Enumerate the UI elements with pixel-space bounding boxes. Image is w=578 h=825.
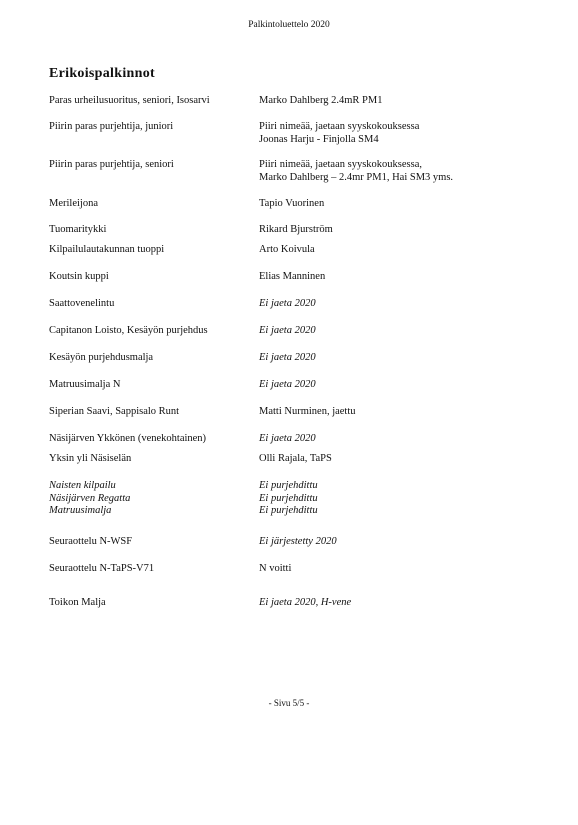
award-name bbox=[49, 95, 254, 108]
award-name-line: Paras urheilusuoritus, seniori, Isosarvi bbox=[49, 95, 210, 106]
award-winner bbox=[259, 325, 549, 338]
award-winner-line: Ei purjehdittu bbox=[259, 480, 318, 491]
award-name bbox=[49, 379, 254, 392]
award-winner-line: Ei jaeta 2020 bbox=[259, 433, 316, 444]
award-name-line: Matruusimalja bbox=[49, 505, 112, 516]
award-name bbox=[49, 325, 254, 338]
award-winner-line: Ei jaeta 2020 bbox=[259, 298, 316, 309]
award-name-line: Kilpailulautakunnan tuoppi bbox=[49, 244, 165, 255]
award-winner bbox=[259, 244, 549, 257]
award-winner-line: Marko Dahlberg – 2.4mr PM1, Hai SM3 yms. bbox=[259, 171, 454, 183]
award-name-line: Merileijona bbox=[49, 198, 98, 209]
page-number: - Sivu 5/5 - bbox=[268, 698, 310, 708]
award-name-line: Siperian Saavi, Sappisalo Runt bbox=[49, 406, 180, 417]
award-winner bbox=[259, 453, 549, 466]
award-winner-line: Ei järjestetty 2020 bbox=[259, 536, 337, 547]
award-winner-line: Marko Dahlberg 2.4mR PM1 bbox=[259, 95, 383, 106]
award-name-line: Seuraottelu N-TaPS-V71 bbox=[49, 563, 155, 574]
award-winner-line: Olli Rajala, TaPS bbox=[259, 453, 332, 464]
award-winner-line: Piiri nimeää, jaetaan syyskokouksessa, bbox=[259, 159, 423, 170]
award-name bbox=[49, 159, 254, 172]
award-name-line: Yksin yli Näsiselän bbox=[49, 453, 132, 464]
award-winner bbox=[259, 563, 549, 576]
award-name bbox=[49, 480, 254, 518]
award-winner bbox=[259, 536, 549, 549]
award-name bbox=[49, 406, 254, 419]
award-winner-line: Ei purjehdittu bbox=[259, 492, 318, 504]
award-winner bbox=[259, 224, 549, 237]
award-name bbox=[49, 597, 254, 610]
award-winner bbox=[259, 159, 549, 184]
award-winner-line: Ei purjehdittu bbox=[259, 505, 318, 516]
award-name-line: Näsijärven Ykkönen (venekohtainen) bbox=[49, 433, 207, 444]
page-header: Palkintoluettelo 2020 bbox=[248, 20, 330, 30]
award-winner bbox=[259, 379, 549, 392]
award-winner-line: Piiri nimeää, jaetaan syyskokouksessa bbox=[259, 121, 420, 132]
award-name bbox=[49, 298, 254, 311]
award-winner-line: N voitti bbox=[259, 563, 292, 574]
award-winner-line: Elias Manninen bbox=[259, 271, 326, 282]
award-name-line: Kesäyön purjehdusmalja bbox=[49, 352, 154, 363]
award-winner bbox=[259, 433, 549, 446]
award-name-line: Piirin paras purjehtija, juniori bbox=[49, 121, 174, 132]
award-winner bbox=[259, 95, 549, 108]
award-name-line: Matruusimalja N bbox=[49, 379, 121, 390]
award-name-line: Saattovenelintu bbox=[49, 298, 115, 309]
award-winner-line: Joonas Harju - Finjolla SM4 bbox=[259, 133, 379, 145]
award-name-line: Koutsin kuppi bbox=[49, 271, 109, 282]
award-winner bbox=[259, 271, 549, 284]
award-name bbox=[49, 453, 254, 466]
award-winner-line: Ei jaeta 2020, H-vene bbox=[259, 597, 352, 608]
award-name bbox=[49, 536, 254, 549]
award-winner bbox=[259, 352, 549, 365]
award-winner bbox=[259, 298, 549, 311]
award-name-line: Naisten kilpailu bbox=[49, 480, 116, 491]
award-name-line: Toikon Malja bbox=[49, 597, 106, 608]
award-winner-line: Ei jaeta 2020 bbox=[259, 352, 316, 363]
award-winner-line: Tapio Vuorinen bbox=[259, 198, 325, 209]
award-name-line: Capitanon Loisto, Kesäyön purjehdus bbox=[49, 325, 208, 336]
award-name bbox=[49, 352, 254, 365]
section-title: Erikoispalkinnot bbox=[49, 66, 155, 81]
award-winner bbox=[259, 121, 549, 146]
award-name bbox=[49, 433, 254, 446]
award-winner-line: Rikard Bjurström bbox=[259, 224, 333, 235]
award-winner bbox=[259, 597, 549, 610]
award-winner bbox=[259, 406, 549, 419]
award-winner bbox=[259, 198, 549, 211]
award-name-line: Seuraottelu N-WSF bbox=[49, 536, 133, 547]
award-winner bbox=[259, 480, 549, 518]
award-name-line: Tuomaritykki bbox=[49, 224, 107, 235]
award-name-line: Piirin paras purjehtija, seniori bbox=[49, 159, 174, 170]
award-winner-line: Arto Koivula bbox=[259, 244, 315, 255]
award-name-line: Näsijärven Regatta bbox=[49, 492, 131, 504]
award-name bbox=[49, 121, 254, 134]
award-name bbox=[49, 224, 254, 237]
award-name bbox=[49, 271, 254, 284]
award-winner-line: Ei jaeta 2020 bbox=[259, 325, 316, 336]
award-winner-line: Ei jaeta 2020 bbox=[259, 379, 316, 390]
award-name bbox=[49, 198, 254, 211]
award-name bbox=[49, 563, 254, 576]
award-winner-line: Matti Nurminen, jaettu bbox=[259, 406, 356, 417]
award-name bbox=[49, 244, 254, 257]
